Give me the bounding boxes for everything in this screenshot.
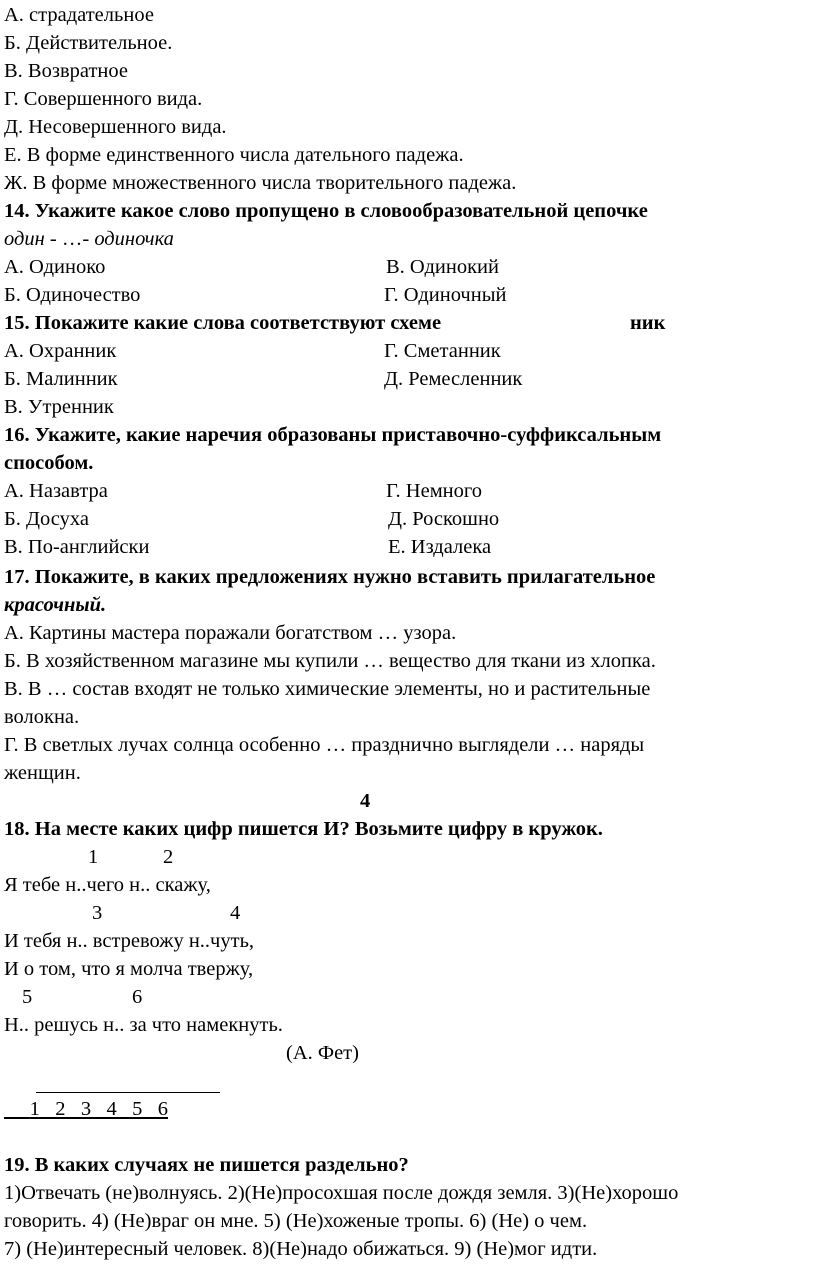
- q19-line2: говорить. 4) (Не)враг он мне. 5) (Не)хоженые тропы. 6) (Не) о чем.: [4, 1210, 588, 1232]
- q15-scheme: ник: [630, 312, 666, 334]
- q17-line-b: Б. В хозяйственном магазине мы купили … вещество для ткани из хлопка.: [4, 650, 656, 672]
- q14-chain: [4, 226, 174, 252]
- q18-author: (А. Фет): [286, 1042, 359, 1064]
- q18-num-3: 3: [92, 902, 103, 924]
- q14-chain-end: одиночка: [94, 228, 174, 250]
- q16-title-line1: 16. Укажите, какие наречия образованы приставочно-суффиксальным: [4, 424, 662, 446]
- q17-line-v-cont: волокна.: [4, 706, 80, 728]
- q13-option-e: Е. В форме единственного числа дательного падежа.: [4, 144, 464, 166]
- q13-option-a: А. страдательное: [4, 4, 154, 26]
- q14-chain-start: один: [4, 228, 45, 250]
- q13-option-zh: Ж. В форме множественного числа творительного падежа.: [4, 172, 517, 194]
- q18-answer-digits: 1 2 3 4 5 6: [29, 1098, 168, 1120]
- q16-option-v: В. По-английски: [4, 536, 150, 558]
- q15-option-b: Б. Малинник: [4, 368, 118, 390]
- q13-option-d: Д. Несовершенного вида.: [4, 116, 227, 138]
- q17-line-g: Г. В светлых лучах солнца особенно … празднично выглядели … наряды: [4, 734, 645, 756]
- q13-option-v: В. Возвратное: [4, 60, 128, 82]
- q18-num-5: 5: [22, 986, 33, 1008]
- q13-option-b: Б. Действительное.: [4, 32, 173, 54]
- q18-num-4: 4: [230, 902, 241, 924]
- q13-option-g: Г. Совершенного вида.: [4, 88, 203, 110]
- q14-chain-mid: - …-: [44, 228, 95, 250]
- q17-line-a: А. Картины мастера поражали богатством … узора.: [4, 622, 457, 644]
- answer-top-rule: [36, 1092, 220, 1093]
- q16-option-a: А. Назавтра: [4, 480, 108, 502]
- q15-title: 15. Покажите какие слова соответствуют схеме: [4, 312, 442, 334]
- q19-title: 19. В каких случаях не пишется раздельно?: [4, 1154, 409, 1176]
- q18-title: 18. На месте каких цифр пишется И? Возьмите цифру в кружок.: [4, 818, 603, 840]
- q15-option-a: А. Охранник: [4, 340, 117, 362]
- q18-num-1: 1: [88, 846, 99, 868]
- q16-title-line2: способом.: [4, 452, 94, 474]
- q14-option-v: В. Одинокий: [386, 256, 499, 278]
- q16-option-b: Б. Досуха: [4, 508, 89, 530]
- q14-option-b: Б. Одиночество: [4, 284, 141, 306]
- q14-option-a: А. Одиноко: [4, 256, 106, 278]
- q16-option-d: Д. Роскошно: [388, 508, 500, 530]
- q17-line-v: В. В … состав входят не только химические элементы, но и растительные: [4, 678, 651, 700]
- q17-line-g-cont: женщин.: [4, 762, 81, 784]
- q16-option-g: Г. Немного: [386, 480, 483, 502]
- q18-num-2: 2: [163, 846, 174, 868]
- q19-line1: 1)Отвечать (не)волнуясь. 2)(Не)просохшая после дождя земля. 3)(Не)хорошо: [4, 1182, 679, 1204]
- q14-title: 14. Укажите какое слово пропущено в словообразовательной цепочке: [4, 200, 648, 222]
- q18-poem-line1: Я тебе н..чего н.. скажу,: [4, 874, 211, 896]
- q17-word: красочный.: [4, 594, 107, 616]
- q18-poem-line3: И о том, что я молча твержу,: [4, 958, 254, 980]
- q18-answer-row: [4, 1096, 168, 1122]
- q17-title: 17. Покажите, в каких предложениях нужно вставить прилагательное: [4, 566, 656, 588]
- q18-poem-line4: Н.. решусь н.. за что намекнуть.: [4, 1014, 283, 1036]
- q18-num-6: 6: [132, 986, 143, 1008]
- q15-option-v: В. Утренник: [4, 396, 114, 418]
- q18-poem-line2: И тебя н.. встревожу н..чуть,: [4, 930, 255, 952]
- q19-line3: 7) (Не)интересный человек. 8)(Не)надо обижаться. 9) (Не)мог идти.: [4, 1238, 598, 1260]
- q15-option-d: Д. Ремесленник: [384, 368, 523, 390]
- q15-option-g: Г. Сметанник: [384, 340, 501, 362]
- q14-option-g: Г. Одиночный: [384, 284, 507, 306]
- q16-option-e: Е. Издалека: [388, 536, 492, 558]
- page-number: 4: [360, 790, 371, 812]
